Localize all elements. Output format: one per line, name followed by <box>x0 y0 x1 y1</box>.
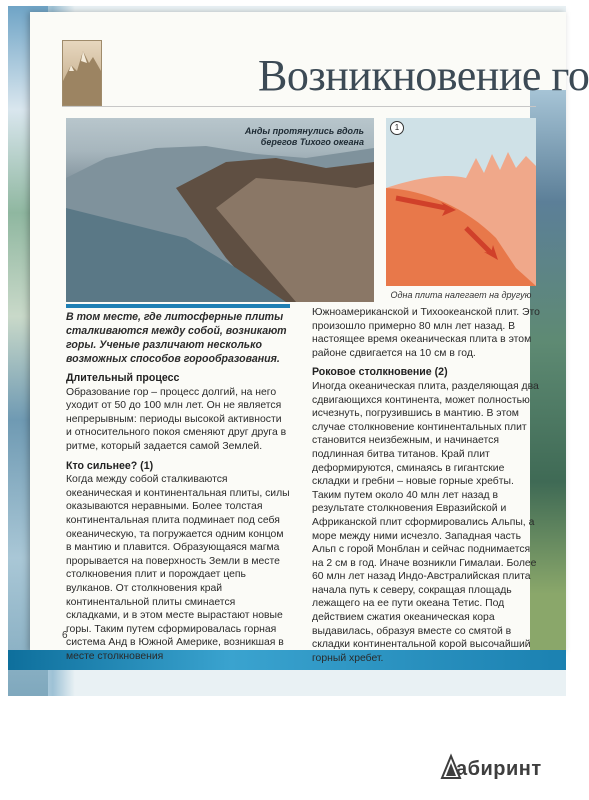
section-text-long-process: Образование гор – процесс долгий, на него уходит от 50 до 100 млн лет. Он не является непрерывным: периоды высокой активности и относительного покоя сменяют друг друга в ритме, который задается самой Землей. <box>66 386 287 452</box>
section-text-who-stronger: Когда между собой сталкиваются океаническая и континентальная плиты, силы оказываются неравными. Более толстая континентальная плита подминает под себя океаническую, та погружается одним концом в мантию и плавится. Образующаяся магма прорывается на поверхность Земли в месте столкновения плит и порождает цепь вулканов. От столкновения край континентальной плиты сминается складками, и в этом месте вырастают новые горы. Таким путем сформировалась горная система Анд в Южной Америке, возникшая в месте столкновения <box>66 474 290 662</box>
page-number: 6 <box>62 630 68 641</box>
title-rule <box>62 106 536 107</box>
photo-caption: Анды протянулись вдоль берегов Тихого океана <box>244 126 364 147</box>
section-heading-fatal-collision: Роковое столкновение (2) <box>312 366 448 379</box>
section-text-fatal-collision: Иногда океаническая плита, разделяющая два сдвигающихся континента, может полностью исчезнуть, погрузившись в мантию. В этом случае столкновение континентальных плит становится неизбежным, и начинается подлинная битва титанов. Край плит деформируются, сминаясь в гигантские складки и гребни – новые горные хребты. Таким путем около 40 млн лет назад в результате столкновения Евразийской и Африканской плит сформировались Альпы, а море между ними исчезло. Западная часть Альп с горой Монблан и сейчас поднимается на 2 см в год. Иначе возникли Гималаи. Более 60 млн лет назад Индо-Австралийская плита начала путь к северу, сокращая площадь лежащего на ее пути океана Тетис. Под действием сжатия океаническая кора выдавилась, образуя вместе со смятой в складки континентальной корой высочайший горный хребет. <box>312 380 539 664</box>
diagram-caption: Одна плита налегает на другую <box>390 290 532 300</box>
plate-collision-diagram <box>386 118 536 286</box>
andes-photo <box>66 118 374 302</box>
right-column <box>312 306 542 669</box>
section-heading-who-stronger: Кто сильнее? (1) <box>66 459 154 472</box>
left-column <box>66 306 290 667</box>
diagram-number-badge: 1 <box>390 121 404 135</box>
continuation-text: Южноамериканской и Тихоокеанской плит. Это произошло примерно 80 млн лет назад. В настоящее время океаническая плита в этом районе сдвигается на 10 см в год. <box>312 307 540 359</box>
page-title: Возникновение го <box>258 51 589 100</box>
watermark-logo: абиринт <box>456 758 542 780</box>
mountain-thumbnail <box>62 40 102 106</box>
intro-text: В том месте, где литосферные плиты сталкиваются между собой, возникают горы. Ученые различают несколько возможных способов горообразования. <box>66 306 290 366</box>
section-heading-long-process: Длительный процесс <box>66 372 180 384</box>
title-clip <box>250 40 589 110</box>
